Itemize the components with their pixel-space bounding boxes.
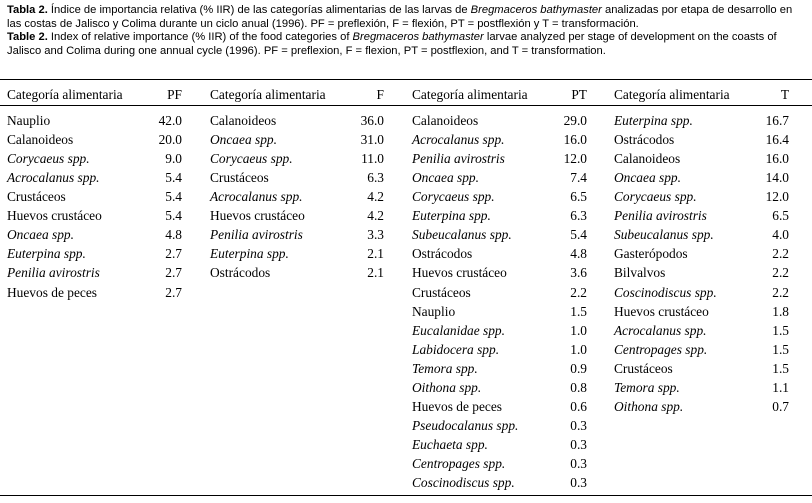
iir-value: 16.0 [765,151,789,167]
caption-text-en-2: larvae analyzed per stage of development on the coasts of Jalisco and Colima during one annual cycle (1996). PF = preflexion, F = flexion, PT = postflexion, and T = transformation. [7,31,777,57]
food-category-name: Euterpina spp. [7,246,86,262]
iir-value: 1.5 [570,303,587,319]
iir-value: 2.1 [367,265,384,281]
food-category-name: Crustáceos [210,170,269,186]
food-category-name: Penilia avirostris [412,151,505,167]
iir-value: 4.8 [165,227,182,243]
food-category-name: Centropages spp. [412,455,506,471]
iir-value: 16.4 [765,132,789,148]
food-category-name: Acrocalanus spp. [412,132,505,148]
column-header-stage: T [780,87,789,102]
iir-value: 1.5 [772,341,789,357]
iir-value: 4.8 [570,246,587,262]
iir-value: 0.9 [570,360,587,376]
iir-value: 1.5 [772,322,789,338]
food-category-name: Huevos de peces [412,398,502,414]
iir-value: 6.5 [772,208,789,224]
food-category-name: Centropages spp. [614,341,708,357]
food-category-name: Bilvalvos [614,265,666,281]
iir-value: 2.2 [772,265,789,281]
iir-value: 12.0 [563,151,587,167]
food-category-name: Coscinodiscus spp. [412,474,515,490]
food-category-name: Calanoideos [412,113,479,128]
food-category-name: Nauplio [7,113,51,128]
iir-value: 12.0 [765,189,789,205]
food-category-name: Acrocalanus spp. [7,170,100,186]
food-category-name: Ostrácodos [210,265,271,281]
food-category-name: Eucalanidae spp. [412,322,505,338]
iir-value: 2.2 [570,284,587,300]
iir-value: 4.2 [367,208,384,224]
food-category-name: Oncaea spp. [412,170,479,186]
caption-english [7,31,807,58]
iir-value: 2.2 [772,284,789,300]
food-category-name: Temora spp. [412,360,478,376]
iir-value: 0.7 [772,398,789,414]
iir-value: 2.7 [165,246,182,262]
food-category-name: Oithona spp. [412,379,482,395]
food-category-name: Crustáceos [7,189,66,205]
iir-value: 0.6 [570,398,587,414]
food-category-name: Oncaea spp. [614,170,681,186]
iir-value: 1.1 [772,379,789,395]
iir-value: 2.1 [367,246,384,262]
food-category-name: Huevos crustáceo [614,303,709,319]
food-category-name: Crustáceos [614,360,673,376]
caption-species-es: Bregmaceros bathymaster [470,4,602,16]
iir-value: 6.3 [367,170,384,186]
caption-text-en-1: Index of relative importance (% IIR) of the food categories of [47,31,353,44]
table-caption [7,4,807,58]
iir-value: 42.0 [158,113,182,128]
food-category-name: Penilia avirostris [7,265,100,281]
food-category-name: Temora spp. [614,379,680,395]
iir-value: 5.4 [165,170,182,186]
food-category-name: Huevos crustáceo [7,208,102,224]
iir-value: 20.0 [158,132,182,148]
iir-value: 3.6 [570,265,587,281]
iir-value: 9.0 [165,151,182,167]
iir-value: 36.0 [360,113,384,128]
iir-value: 1.0 [570,322,587,338]
iir-value: 0.3 [570,417,587,433]
iir-value: 7.4 [570,170,587,186]
table-top-rule [0,79,812,80]
iir-value: 6.3 [570,208,587,224]
caption-label-en: Table 2. [7,31,48,44]
food-category-name: Coscinodiscus spp. [614,284,717,300]
iir-value: 0.3 [570,455,587,471]
caption-species-en: Bregmaceros bathymaster [352,31,484,44]
iir-value: 2.7 [165,284,182,300]
caption-text-es-2: analizadas por etapa de desarrollo en las costas de Jalisco y Colima durante un ciclo anual (1996). PF = preflexión, F = flexión, PT = postflexión y T = transformación. [7,4,793,30]
food-category-name: Euchaeta spp. [412,436,488,452]
food-category-name: Crustáceos [412,284,471,300]
column-header-stage: PT [571,87,587,102]
column-header-category: Categoría alimentaria [412,87,528,102]
food-category-name: Penilia avirostris [614,208,707,224]
caption-text-es-1: Índice de importancia relativa (% IIR) de las categorías alimentarias de las larvas de [47,4,471,16]
food-category-name: Huevos crustáceo [412,265,507,281]
column-header-stage: PF [167,87,182,102]
iir-value: 3.3 [367,227,384,243]
iir-value: 5.4 [165,189,182,205]
food-category-name: Calanoideos [7,132,74,148]
food-category-name: Corycaeus spp. [210,151,293,167]
food-category-name: Subeucalanus spp. [614,227,714,243]
food-category-name: Calanoideos [614,151,681,167]
iir-value: 4.0 [772,227,789,243]
food-category-name: Huevos crustáceo [210,208,305,224]
table-header-rule [0,105,812,106]
food-category-name: Oncaea spp. [7,227,74,243]
iir-value: 1.0 [570,341,587,357]
food-category-name: Corycaeus spp. [7,151,90,167]
food-category-name: Labidocera spp. [412,341,500,357]
iir-value: 4.2 [367,189,384,205]
caption-spanish [7,4,807,31]
food-category-name: Corycaeus spp. [412,189,495,205]
caption-label-es: Tabla 2. [7,4,48,16]
food-category-name: Oncaea spp. [210,132,277,148]
food-category-name: Acrocalanus spp. [614,322,707,338]
iir-value: 29.0 [563,113,587,128]
iir-value: 1.8 [772,303,789,319]
food-category-name: Acrocalanus spp. [210,189,303,205]
iir-value: 0.3 [570,436,587,452]
iir-value: 16.0 [563,132,587,148]
iir-value: 2.2 [772,246,789,262]
iir-value: 2.7 [165,265,182,281]
food-category-name: Corycaeus spp. [614,189,697,205]
iir-value: 5.4 [570,227,587,243]
iir-value: 1.5 [772,360,789,376]
column-header-category: Categoría alimentaria [7,87,123,102]
food-category-name: Euterpina spp. [614,113,693,128]
iir-value: 5.4 [165,208,182,224]
column-header-stage: F [376,87,384,102]
food-category-name: Penilia avirostris [210,227,303,243]
food-category-name: Pseudocalanus spp. [412,417,519,433]
column-header-category: Categoría alimentaria [210,87,326,102]
food-category-name: Calanoideos [210,113,277,128]
food-category-name: Gasterópodos [614,246,688,262]
food-category-name: Nauplio [412,303,456,319]
food-category-name: Euterpina spp. [412,208,491,224]
table-bottom-rule [0,495,812,496]
iir-value: 31.0 [360,132,384,148]
iir-value: 0.8 [570,379,587,395]
food-category-name: Ostrácodos [614,132,675,148]
iir-value: 0.3 [570,474,587,490]
iir-value: 16.7 [765,113,789,128]
food-category-name: Ostrácodos [412,246,473,262]
food-category-name: Subeucalanus spp. [412,227,512,243]
column-header-category: Categoría alimentaria [614,87,730,102]
food-category-name: Euterpina spp. [210,246,289,262]
iir-value: 6.5 [570,189,587,205]
food-category-name: Huevos de peces [7,284,97,300]
food-category-name: Oithona spp. [614,398,684,414]
iir-value: 14.0 [765,170,789,186]
iir-value: 11.0 [361,151,384,167]
